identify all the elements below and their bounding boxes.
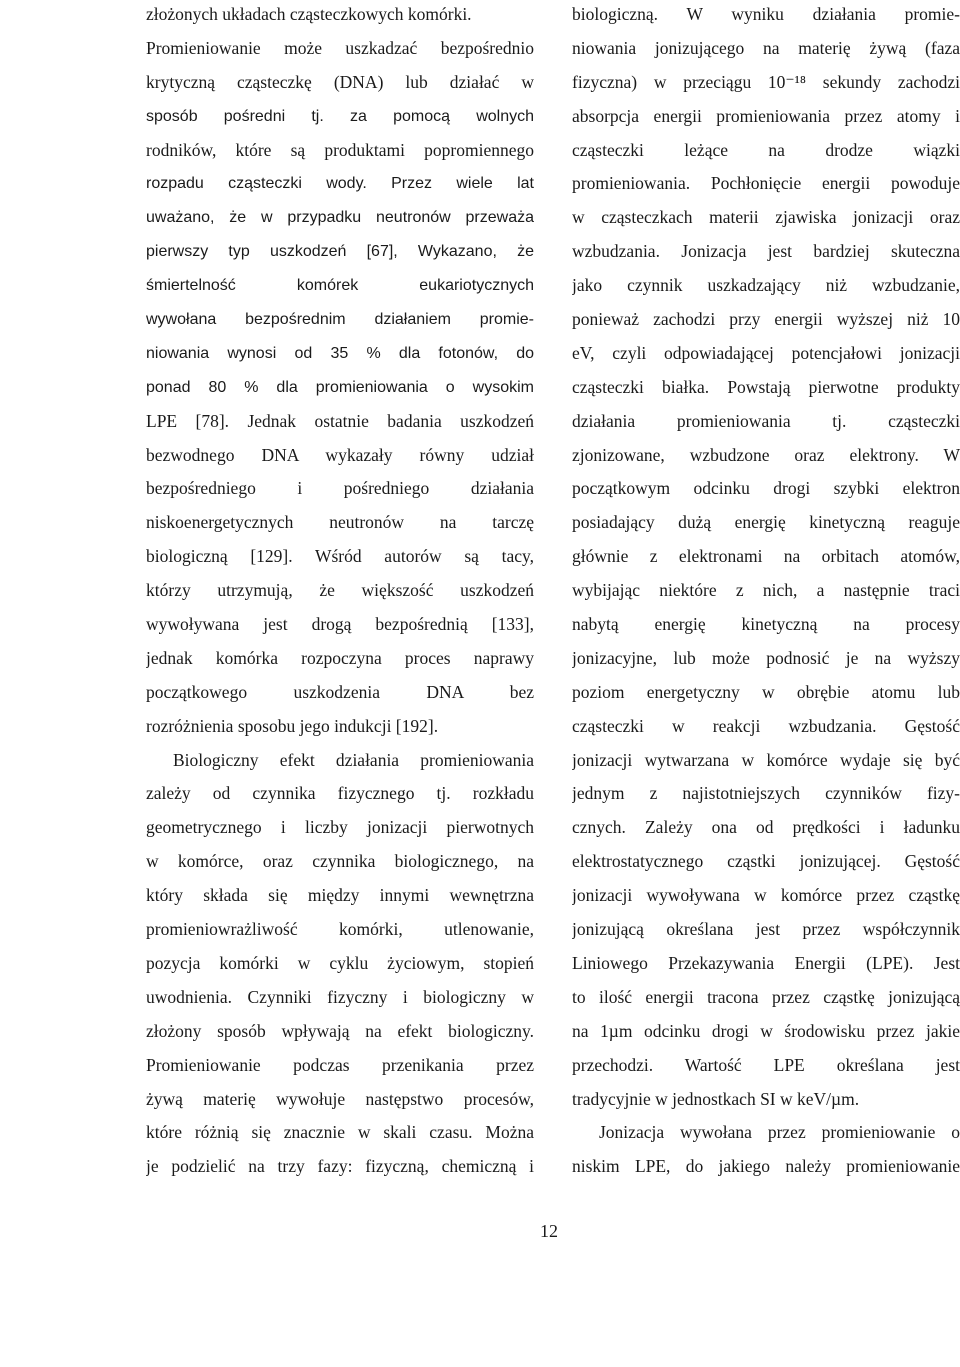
text-line: który składa się między innymi wewnętrzna bbox=[146, 885, 534, 906]
text-line: Jonizacja wywołana przez promieniowanie o bbox=[599, 1122, 960, 1143]
text-line: niowania jonizującego na materię żywą (faza bbox=[572, 37, 960, 58]
text-line: śmiertelność komórek eukariotycznych bbox=[146, 277, 534, 295]
text-line: wywoływana jest drogą bezpośrednią [133], bbox=[146, 614, 534, 635]
text-line: jonizacji wytwarzana w komórce wydaje się być bbox=[572, 749, 960, 770]
text-line: ponad 80 % dla promieniowania o wysokim bbox=[146, 378, 534, 396]
text-line: niskim LPE, do jakiego należy promieniowanie bbox=[572, 1156, 960, 1177]
text-line: niowania wynosi od 35 % dla fotonów, do bbox=[146, 344, 534, 362]
text-line: początkowego uszkodzenia DNA bez bbox=[146, 681, 534, 702]
right-text-column bbox=[572, 0, 960, 1184]
text-line: posiadający dużą energię kinetyczną reaguje bbox=[572, 512, 960, 533]
text-line: jonizującą określana jest przez współczynnik bbox=[572, 919, 960, 940]
text-line: niskoenergetycznych neutronów na tarczę bbox=[146, 512, 534, 533]
text-line: uwodnienia. Czynniki fizyczny i biologiczny w bbox=[146, 986, 534, 1007]
text-line: geometrycznego i liczby jonizacji pierwotnych bbox=[146, 817, 534, 838]
text-line: Liniowego Przekazywania Energii (LPE). Jest bbox=[572, 952, 960, 973]
text-line: działania promieniowania tj. cząsteczki bbox=[572, 410, 960, 431]
text-line: krytyczną cząsteczkę (DNA) lub działać w bbox=[146, 71, 534, 92]
text-line: głównie z elektronami na orbitach atomów, bbox=[572, 546, 960, 567]
text-line: wywołana bezpośrednim działaniem promie- bbox=[146, 311, 534, 329]
text-line: poziom energetyczny w obrębie atomu lub bbox=[572, 681, 960, 702]
text-line: bezpośredniego i pośredniego działania bbox=[146, 478, 534, 499]
text-line: promieniowania. Pochłonięcie energii powoduje bbox=[572, 173, 960, 194]
text-line: jednak komórka rozpoczyna proces naprawy bbox=[146, 647, 534, 668]
text-line: jonizacyjne, lub może podnosić je na wyższy bbox=[572, 647, 960, 668]
text-line: promieniowrażliwość komórki, utlenowanie, bbox=[146, 919, 534, 940]
text-line: jonizacji wywoływana w komórce przez cząstkę bbox=[572, 885, 960, 906]
text-line: pierwszy typ uszkodzeń [67], Wykazano, że bbox=[146, 243, 534, 261]
text-line: złożonych układach cząsteczkowych komórki. bbox=[146, 4, 472, 24]
left-text-column bbox=[146, 0, 534, 1184]
text-line: sposób pośredni tj. za pomocą wolnych bbox=[146, 107, 534, 125]
text-line: je podzielić na trzy fazy: fizyczną, chemiczną i bbox=[146, 1156, 534, 1177]
text-line: eV, czyli odpowiadającej potencjałowi jonizacji bbox=[572, 342, 960, 363]
text-line: początkowym odcinku drogi szybki elektron bbox=[572, 478, 960, 499]
text-line: żywą materię wywołuje następstwo procesów, bbox=[146, 1088, 534, 1109]
text-line: na 1µm odcinku drogi w środowisku przez jakie bbox=[572, 1020, 960, 1041]
text-line: pozycja komórki w cyklu życiowym, stopień bbox=[146, 952, 534, 973]
text-line: Biologiczny efekt działania promieniowania bbox=[173, 749, 534, 770]
text-line: rozróżnienia sposobu jego indukcji [192]. bbox=[146, 715, 439, 736]
text-line: cznych. Zależy ona od prędkości i ładunku bbox=[572, 817, 960, 838]
text-line: ponieważ zachodzi przy energii wyższej niż 10 bbox=[572, 309, 960, 330]
text-line: biologiczną. W wyniku działania promie- bbox=[572, 4, 960, 24]
text-line: cząsteczki leżące na drodze wiązki bbox=[572, 139, 960, 160]
text-line: w komórce, oraz czynnika biologicznego, na bbox=[146, 851, 534, 872]
text-line: absorpcja energii promieniowania przez atomy i bbox=[572, 105, 960, 126]
text-line: jako czynnik uszkadzający niż wzbudzanie, bbox=[572, 275, 960, 296]
text-line: fizyczna) w przeciągu 10⁻¹⁸ sekundy zachodzi bbox=[572, 71, 960, 92]
text-line: zależy od czynnika fizycznego tj. rozkładu bbox=[146, 783, 534, 804]
text-line: bezwodnego DNA wykazały równy udział bbox=[146, 444, 534, 465]
text-line: wybijając niektóre z nich, a następnie traci bbox=[572, 580, 960, 601]
text-line: nabytą energię kinetyczną na procesy bbox=[572, 614, 960, 635]
text-line: przechodzi. Wartość LPE określana jest bbox=[572, 1054, 960, 1075]
text-line: zjonizowane, wzbudzone oraz elektrony. W bbox=[572, 444, 960, 465]
text-line: cząsteczki białka. Powstają pierwotne produkty bbox=[572, 376, 960, 397]
text-line: Promieniowanie może uszkadzać bezpośrednio bbox=[146, 37, 534, 58]
text-line: rozpadu cząsteczki wody. Przez wiele lat bbox=[146, 175, 534, 193]
text-line: to ilość energii tracona przez cząstkę jonizującą bbox=[572, 986, 960, 1007]
text-line: które różnią się znacznie w skali czasu. Można bbox=[146, 1122, 534, 1143]
text-line: jednym z najistotniejszych czynników fizy- bbox=[572, 783, 960, 804]
text-line: złożony sposób wpływają na efekt biologiczny. bbox=[146, 1020, 534, 1041]
text-line: cząsteczki w reakcji wzbudzania. Gęstość bbox=[572, 715, 960, 736]
text-line: biologiczną [129]. Wśród autorów są tacy, bbox=[146, 546, 534, 567]
text-line: którzy utrzymują, że większość uszkodzeń bbox=[146, 580, 534, 601]
text-line: uważano, że w przypadku neutronów przeważa bbox=[146, 209, 534, 227]
text-line: rodników, które są produktami popromiennego bbox=[146, 139, 534, 160]
text-line: wzbudzania. Jonizacja jest bardziej skuteczna bbox=[572, 241, 960, 262]
page-number: 12 bbox=[540, 1221, 558, 1241]
text-line: elektrostatycznego cząstki jonizującej. Gęstość bbox=[572, 851, 960, 872]
text-line: Promieniowanie podczas przenikania przez bbox=[146, 1054, 534, 1075]
text-line: LPE [78]. Jednak ostatnie badania uszkodzeń bbox=[146, 410, 534, 431]
text-line: w cząsteczkach materii zjawiska jonizacji oraz bbox=[572, 207, 960, 228]
text-line: tradycyjnie w jednostkach SI w keV/µm. bbox=[572, 1088, 860, 1109]
